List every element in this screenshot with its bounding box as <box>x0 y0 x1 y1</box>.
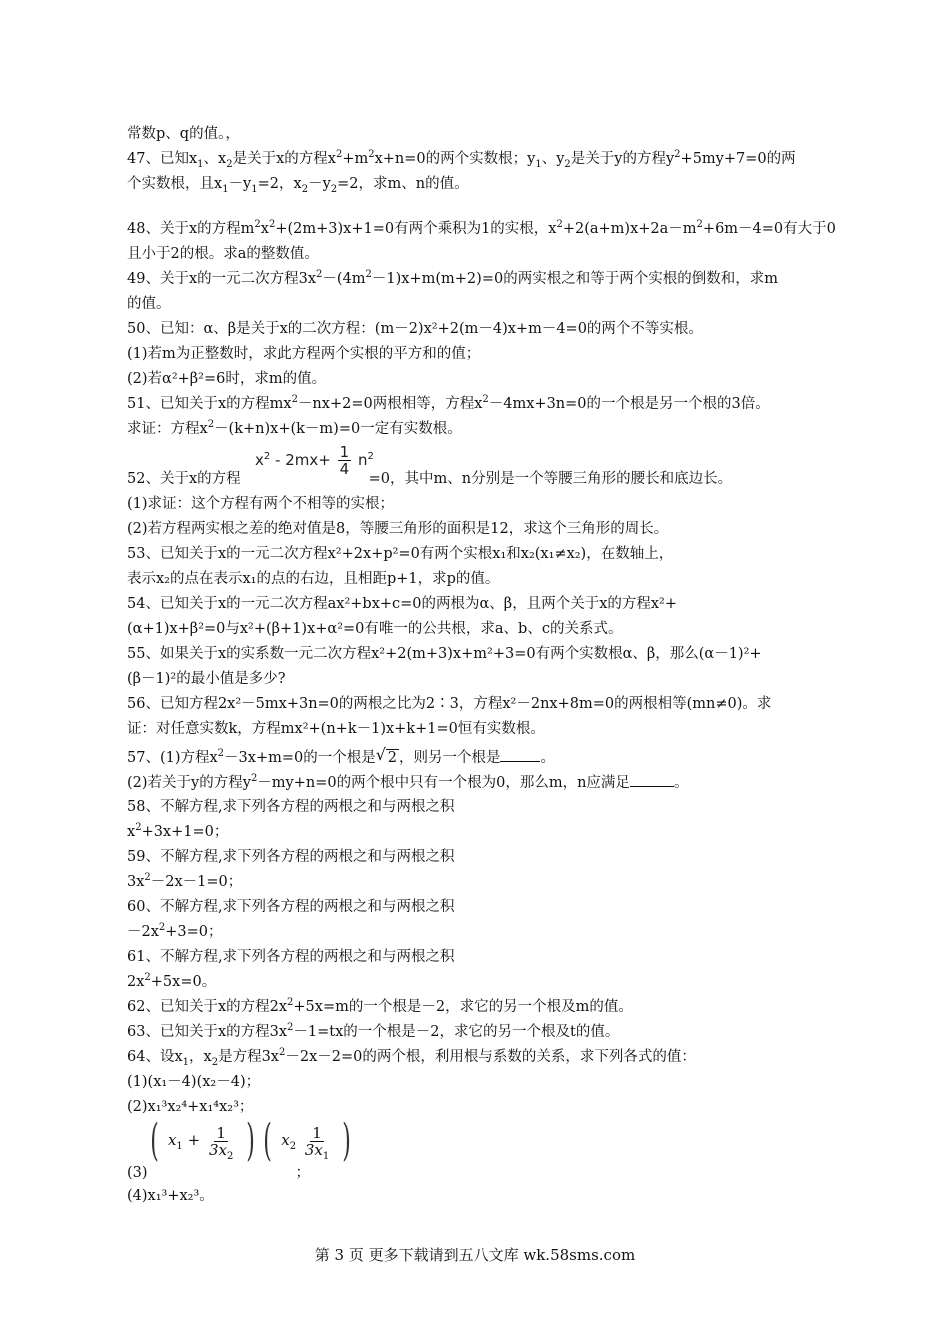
text-line: (2)若关于y的方程$y^2-my+n=0$的两个根中只有一个根为0，那么m，n应满足 。 <box>127 773 689 791</box>
fraction: $\frac{1}{4}$ <box>339 443 350 478</box>
text-line: 的值。 <box>127 296 171 312</box>
text-line: (1)(x₁－4)(x₂－4)； <box>127 1074 261 1090</box>
fraction: $\frac{1}{3x_2}$ <box>208 1123 234 1162</box>
text-line: 且小于2的根。求a的整数值。 <box>127 246 319 262</box>
problem-53: 53、已知关于x的一元二次方程x²+2x+p²=0有两个实根x₁和x₂(x₁≠x₂)，在数轴上， <box>127 546 674 562</box>
answer-blank[interactable] <box>630 772 674 787</box>
text-line: (2)若方程两实根之差的绝对值是8，等腰三角形的面积是12，求这个三角形的周长。 <box>127 521 669 537</box>
equation-52: $x^2 - 2mx+$ $\frac{1}{4}$ $n^2$ <box>255 443 374 478</box>
text-line: 个实数根，且$x_1-y_1=2$，$x_2-y_2=2$，求m、n的值。 <box>127 176 469 195</box>
problem-58: 58、不解方程,求下列各方程的两根之和与两根之积 <box>127 799 455 815</box>
problem-57: 57、(1)方程$x^2-3x+m=0$的一个根是 √ 2 ，则另一个根是 。 <box>127 745 555 766</box>
text-line: (1)求证：这个方程有两个不相等的实根； <box>127 496 395 512</box>
problem-56: 56、已知方程2x²－5mx+3n=0的两根之比为2∶3，方程x²－2nx+8m=0的两根相等(mn≠0)。求 <box>127 696 772 712</box>
text-line: (2)若α²+β²=6时，求m的值。 <box>127 371 327 387</box>
text-line: 常数p、q的值。， <box>127 126 240 142</box>
problem-49: 49、关于x的一元二次方程$3x^2-(4m^2-1)x+m(m+2)=0$的两实根之和等于两个实根的倒数和，求m <box>127 269 778 287</box>
text-line: (α+1)x+β²=0与x²+(β+1)x+α²=0有唯一的公共根，求a、b、c的关系式。 <box>127 621 623 637</box>
text-line: (1)若m为正整数时，求此方程两个实根的平方和的值； <box>127 346 481 362</box>
problem-52: 52、关于x的方程 =0，其中m、n分别是一个等腰三角形的腰长和底边长。 <box>127 471 733 487</box>
answer-blank[interactable] <box>500 747 540 762</box>
problem-48: 48、关于x的方程$m^2x^2+(2m+3)x+1=0$有两个乘积为1的实根，$x^2+2(a+m)x+2a-m^2+6m-4=0$有大于0 <box>127 219 836 237</box>
text-line: 证：对任意实数k，方程mx²+(n+k－1)x+k+1=0恒有实数根。 <box>127 721 545 737</box>
page-footer: 第 3 页 更多下载请到五八文库 wk.58sms.com <box>314 1246 636 1264</box>
text-line: (4)x₁³+x₂³。 <box>127 1188 214 1204</box>
problem-47: 47、已知$x_1$、$x_2$是关于x的方程$x^2+m^2x+n=0$的两个实数根；$y_1$、$y_2$是关于y的方程$y^2+5my+7=0$的两 <box>127 149 796 170</box>
problem-50: 50、已知：α、β是关于x的二次方程：(m－2)x²+2(m－4)x+m－4=0的两个不等实根。 <box>127 321 703 337</box>
text-line: (2)x₁³x₂⁴+x₁⁴x₂³； <box>127 1099 254 1115</box>
equation-59: $3x^2-2x-1=0$； <box>127 872 243 890</box>
equation-60: $-2x^2+3=0$； <box>127 922 223 940</box>
text-line: 表示x₂的点在表示x₁的点的右边，且相距p+1，求p的值。 <box>127 571 500 587</box>
problem-59: 59、不解方程,求下列各方程的两根之和与两根之积 <box>127 849 455 865</box>
problem-61: 61、不解方程,求下列各方程的两根之和与两根之积 <box>127 949 455 965</box>
problem-51: 51、已知关于x的方程$mx^2-nx+2=0$两根相等，方程$x^2-4mx+3n=0$的一个根是另一个根的3倍。 <box>127 394 770 412</box>
problem-60: 60、不解方程,求下列各方程的两根之和与两根之积 <box>127 899 455 915</box>
text-line: (3) ； <box>127 1165 311 1181</box>
problem-64: 64、设$x_1$，$x_2$是方程$3x^2-2x-2=0$的两个根，利用根与系数的关系，求下列各式的值： <box>127 1047 696 1068</box>
text-line: 求证：方程$x^2-(k+n)x+(k-m)=0$一定有实数根。 <box>127 419 462 437</box>
sqrt-symbol: √ 2 <box>375 745 397 766</box>
equation-64-3: ( $x_1$ + $\frac{1}{3x_2}$ ) ( $x_2$ $\frac{1}{3x_1}$ ) <box>150 1115 351 1166</box>
problem-62: 62、已知关于x的方程$2x^2+5x=m$的一个根是－2，求它的另一个根及m的值。 <box>127 997 633 1015</box>
problem-55: 55、如果关于x的实系数一元二次方程x²+2(m+3)x+m²+3=0有两个实数根α、β，那么(α－1)²+ <box>127 646 762 662</box>
problem-63: 63、已知关于x的方程$3x^2-1=tx$的一个根是－2，求它的另一个根及t的值。 <box>127 1022 620 1040</box>
problem-54: 54、已知关于x的一元二次方程ax²+bx+c=0的两根为α、β，且两个关于x的方程x²+ <box>127 596 678 612</box>
equation-61: $2x^2+5x=0$。 <box>127 972 217 990</box>
equation-58: $x^2+3x+1=0$； <box>127 822 229 840</box>
fraction: $\frac{1}{3x_1}$ <box>304 1123 330 1162</box>
text-line: (β－1)²的最小值是多少? <box>127 671 286 687</box>
